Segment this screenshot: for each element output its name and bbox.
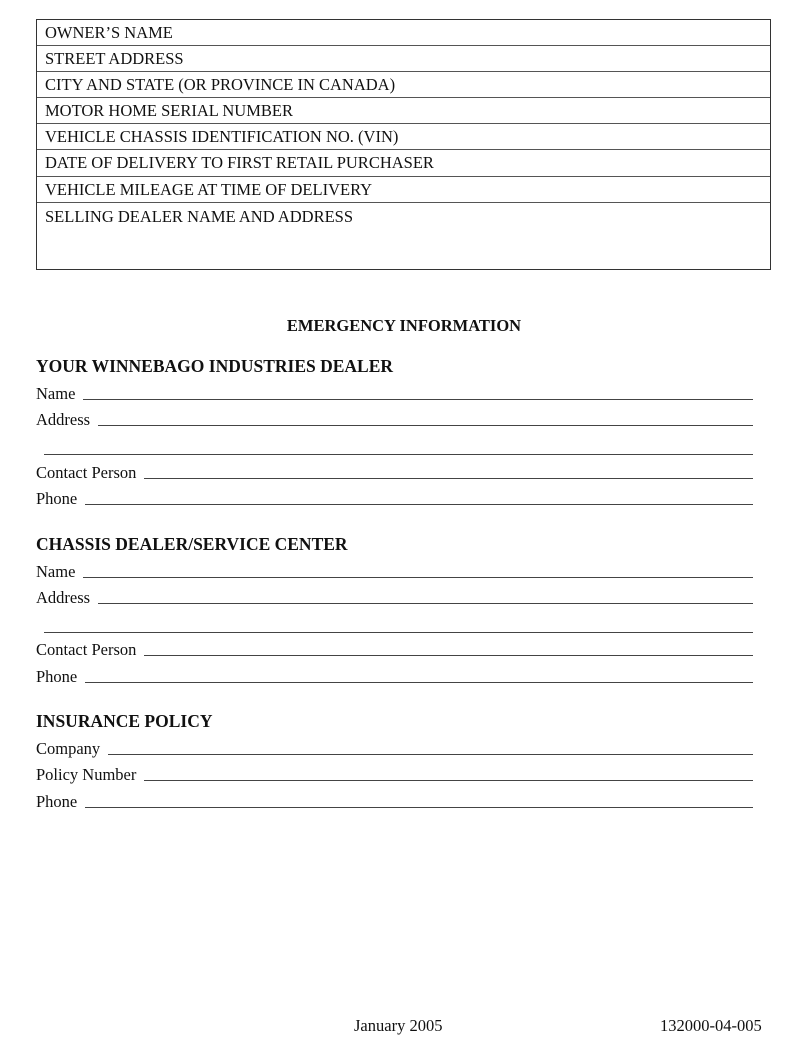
dealer-name-line[interactable] <box>83 399 753 400</box>
chassis-address-line-2[interactable] <box>44 632 753 633</box>
insurance-phone-label: Phone <box>36 792 78 811</box>
dealer-name-field[interactable] <box>36 382 753 404</box>
dealer-name-label: Name <box>36 384 76 403</box>
insurance-company-label: Company <box>36 739 101 758</box>
chassis-contact-label: Contact Person <box>36 640 137 659</box>
chassis-heading: CHASSIS DEALER/SERVICE CENTER <box>36 534 348 554</box>
dealer-heading: YOUR WINNEBAGO INDUSTRIES DEALER <box>36 356 394 376</box>
insurance-company-field[interactable] <box>36 737 753 759</box>
owner-name-row[interactable]: OWNER’S NAME <box>37 20 770 46</box>
dealer-contact-field[interactable] <box>36 461 753 483</box>
chassis-phone-field[interactable] <box>36 665 753 687</box>
delivery-date-row[interactable]: DATE OF DELIVERY TO FIRST RETAIL PURCHASER <box>37 150 770 176</box>
owner-info-table <box>36 19 771 270</box>
chassis-contact-line[interactable] <box>144 655 753 656</box>
emergency-information-title: EMERGENCY INFORMATION <box>286 316 522 335</box>
dealer-address-label: Address <box>36 410 91 429</box>
insurance-heading: INSURANCE POLICY <box>36 711 213 731</box>
dealer-address-line-2[interactable] <box>44 454 753 455</box>
insurance-policy-line[interactable] <box>144 780 753 781</box>
dealer-phone-field[interactable] <box>36 487 753 509</box>
insurance-company-line[interactable] <box>108 754 753 755</box>
mileage-row[interactable]: VEHICLE MILEAGE AT TIME OF DELIVERY <box>37 177 770 203</box>
dealer-address-line[interactable] <box>98 425 753 426</box>
chassis-contact-field[interactable] <box>36 638 753 660</box>
chassis-name-field[interactable] <box>36 560 753 582</box>
city-state-row[interactable]: CITY AND STATE (OR PROVINCE IN CANADA) <box>37 72 770 98</box>
dealer-phone-label: Phone <box>36 489 78 508</box>
dealer-address-field[interactable] <box>36 408 753 430</box>
dealer-contact-line[interactable] <box>144 478 753 479</box>
footer-document-code: 132000-04-005 <box>660 1016 762 1035</box>
dealer-contact-label: Contact Person <box>36 463 137 482</box>
chassis-address-field[interactable] <box>36 586 753 608</box>
vin-row[interactable]: VEHICLE CHASSIS IDENTIFICATION NO. (VIN) <box>37 124 770 150</box>
insurance-phone-line[interactable] <box>85 807 753 808</box>
chassis-phone-line[interactable] <box>85 682 753 683</box>
insurance-policy-label: Policy Number <box>36 765 137 784</box>
selling-dealer-row[interactable]: SELLING DEALER NAME AND ADDRESS <box>45 206 354 226</box>
serial-number-row[interactable]: MOTOR HOME SERIAL NUMBER <box>37 98 770 124</box>
chassis-address-line[interactable] <box>98 603 753 604</box>
street-address-row[interactable]: STREET ADDRESS <box>37 46 770 72</box>
chassis-phone-label: Phone <box>36 667 78 686</box>
chassis-address-label: Address <box>36 588 91 607</box>
chassis-name-label: Name <box>36 562 76 581</box>
dealer-phone-line[interactable] <box>85 504 753 505</box>
insurance-policy-field[interactable] <box>36 763 753 785</box>
footer-date: January 2005 <box>354 1016 443 1035</box>
chassis-name-line[interactable] <box>83 577 753 578</box>
insurance-phone-field[interactable] <box>36 790 753 812</box>
